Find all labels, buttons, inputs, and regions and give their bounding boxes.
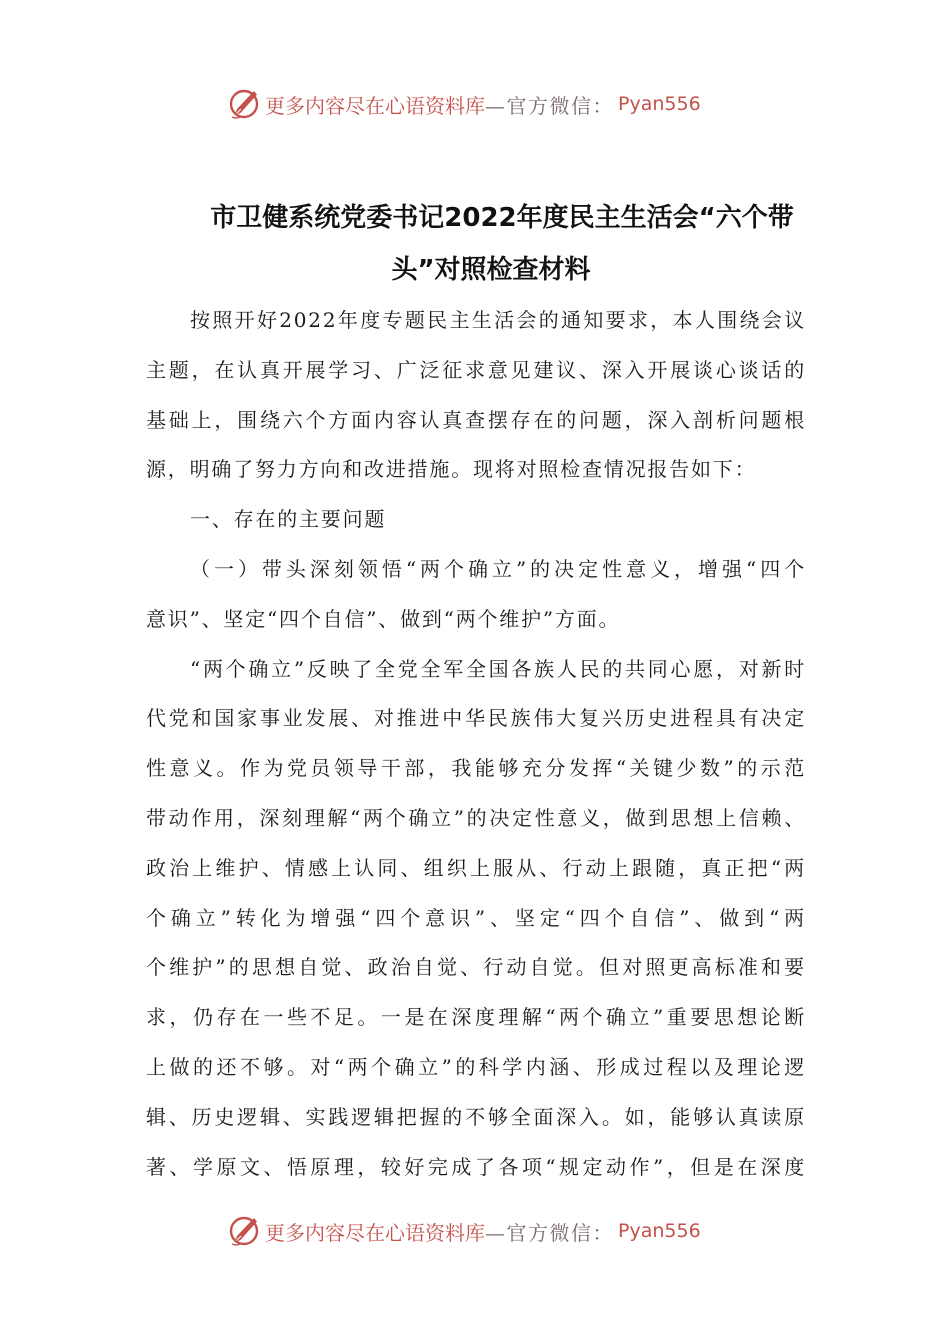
pen-logo-icon xyxy=(226,86,262,122)
watermark-label: —官方微信： xyxy=(485,1220,614,1245)
title-line: 头”对照检查材料 xyxy=(391,255,591,285)
text-line: 辑、历史逻辑、实践逻辑把握的不够全面深入。如，能够认真读原 xyxy=(146,1104,806,1129)
text-line: 个确立”转化为增强“四个意识”、坚定“四个自信”、做到“两 xyxy=(146,905,806,930)
text-line: 带动作用，深刻理解“两个确立”的决定性意义，做到思想上信赖、 xyxy=(146,805,806,830)
watermark-brand: 更多内容尽在心语资料库 xyxy=(265,93,485,118)
text-line: 主题，在认真开展学习、广泛征求意见建议、深入开展谈心谈话的 xyxy=(146,357,806,382)
text-line: 源，明确了努力方向和改进措施。现将对照检查情况报告如下： xyxy=(146,457,757,482)
watermark-label: —官方微信： xyxy=(485,93,614,118)
text-line: 基础上，围绕六个方面内容认真查摆存在的问题，深入剖析问题根 xyxy=(146,407,806,432)
footer-watermark xyxy=(226,1214,701,1248)
paragraph-intro xyxy=(146,296,806,495)
text-line: 意识”、坚定“四个自信”、做到“两个维护”方面。 xyxy=(146,606,621,631)
text-line: 代党和国家事业发展、对推进中华民族伟大复兴历史进程具有决定 xyxy=(146,706,806,731)
paragraph-body xyxy=(146,645,806,1193)
text-line: 求，仍存在一些不足。一是在深度理解“两个确立”重要思想论断 xyxy=(146,1005,806,1030)
header-watermark xyxy=(226,87,701,121)
subsection-heading xyxy=(146,545,806,645)
text-line: 政治上维护、情感上认同、组织上服从、行动上跟随，真正把“两 xyxy=(146,855,806,880)
watermark-brand: 更多内容尽在心语资料库 xyxy=(265,1220,485,1245)
watermark-wechat-id: Pyan556 xyxy=(618,1220,701,1242)
watermark-wechat-id: Pyan556 xyxy=(618,93,701,115)
title-line: 市卫健系统党委书记2022年度民主生活会“六个带 xyxy=(210,203,794,233)
text-line: 上做的还不够。对“两个确立”的科学内涵、形成过程以及理论逻 xyxy=(146,1054,806,1079)
text-line: 性意义。作为党员领导干部，我能够充分发挥“关键少数”的示范 xyxy=(146,756,806,781)
text-line: 著、学原文、悟原理，较好完成了各项“规定动作”，但是在深度 xyxy=(146,1154,806,1179)
text-line: （一）带头深刻领悟“两个确立”的决定性意义，增强“四个 xyxy=(190,556,806,581)
text-line: “两个确立”反映了全党全军全国各族人民的共同心愿，对新时 xyxy=(190,656,806,681)
document-content xyxy=(146,192,806,1192)
text-line: 一、存在的主要问题 xyxy=(190,507,387,532)
text-line: 按照开好2022年度专题民主生活会的通知要求，本人围绕会议 xyxy=(190,308,806,332)
section-heading xyxy=(146,495,806,545)
text-line: 个维护”的思想自觉、政治自觉、行动自觉。但对照更高标准和要 xyxy=(146,955,806,980)
document-title xyxy=(146,192,806,296)
pen-logo-icon xyxy=(226,1213,262,1249)
